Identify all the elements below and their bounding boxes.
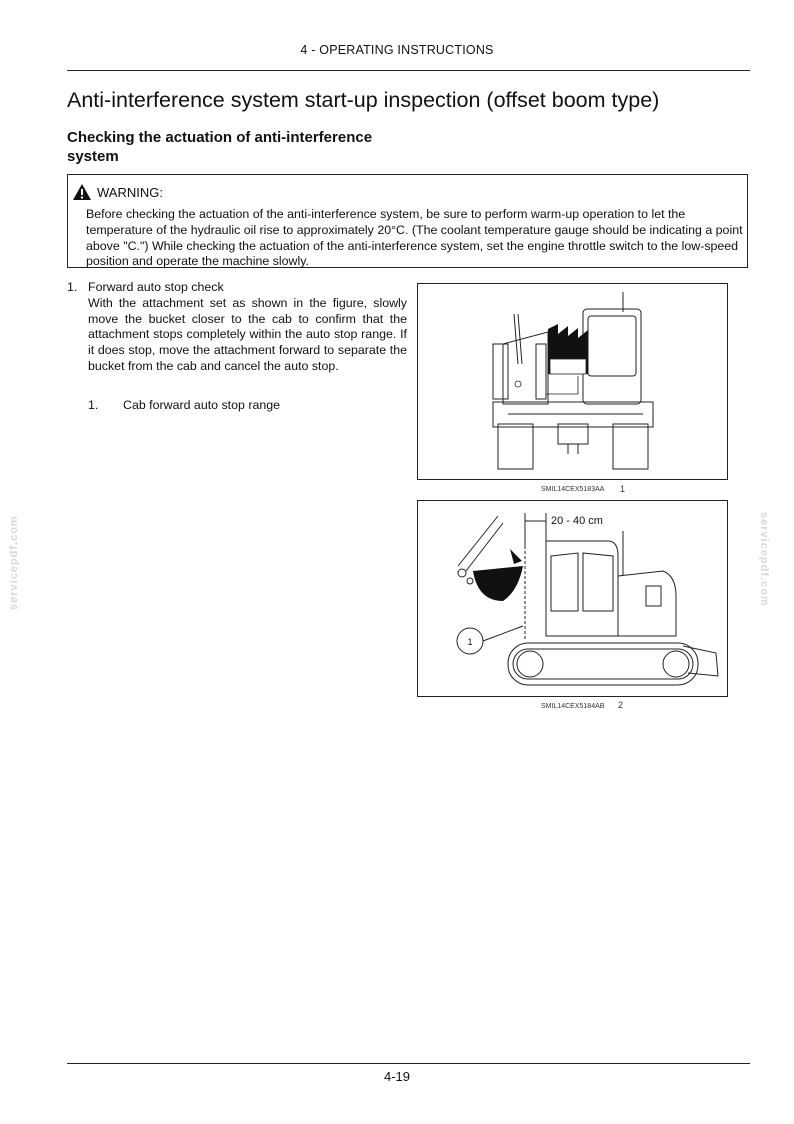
figure-2-caption: SMIL14CEX5184AB — [541, 703, 605, 710]
dimension-label: 20 - 40 cm — [551, 515, 603, 527]
figure-2-number: 2 — [618, 700, 624, 710]
footer-rule — [67, 1063, 750, 1064]
excavator-front-illustration — [418, 284, 727, 479]
step-number: 1. — [67, 280, 78, 294]
running-header: 4 - OPERATING INSTRUCTIONS — [300, 43, 494, 57]
step-body: With the attachment set as shown in the figure, slowly move the bucket closer to the cab to confirm that the attachment stops completely within the auto stop range. If it does stop, move the attachment forward to separate the bucket from the cab and cancel the auto stop. — [88, 295, 407, 373]
excavator-side-illustration — [418, 501, 727, 696]
figure-front-view — [417, 283, 728, 480]
callout-number: 1. — [88, 398, 99, 412]
warning-triangle-icon — [72, 183, 92, 201]
section-title: Checking the actuation of anti-interference system — [67, 129, 373, 165]
page-number: 4-19 — [383, 1069, 411, 1084]
watermark-left: servicepdf.com — [8, 515, 20, 610]
figure-side-view — [417, 500, 728, 697]
warning-text: Before checking the actuation of the anti-interference system, be sure to perform warm-up operation to let the temperature of the hydraulic oil rise to approximately 20°C. (The coolant temperature gauge should be indicating a point above "C.") While checking the actuation of the anti-interference system, set the engine throttle switch to the low-speed position and operate the machine slowly. — [86, 207, 743, 269]
header-rule — [67, 70, 750, 71]
step-1 — [67, 280, 407, 375]
warning-box — [67, 174, 748, 268]
callout-legend — [88, 398, 280, 412]
watermark-right: servicepdf.com — [758, 512, 770, 607]
figure-1-number: 1 — [620, 484, 626, 494]
figure-2-callout-label: 1 — [467, 637, 473, 647]
step-title: Forward auto stop check — [88, 280, 224, 294]
warning-heading — [72, 183, 163, 201]
figure-1-caption: SMIL14CEX5183AA — [541, 486, 605, 493]
page-title: Anti-interference system start-up inspection (offset boom type) — [67, 88, 660, 112]
callout-text: Cab forward auto stop range — [123, 398, 281, 412]
warning-label: WARNING: — [97, 184, 163, 200]
